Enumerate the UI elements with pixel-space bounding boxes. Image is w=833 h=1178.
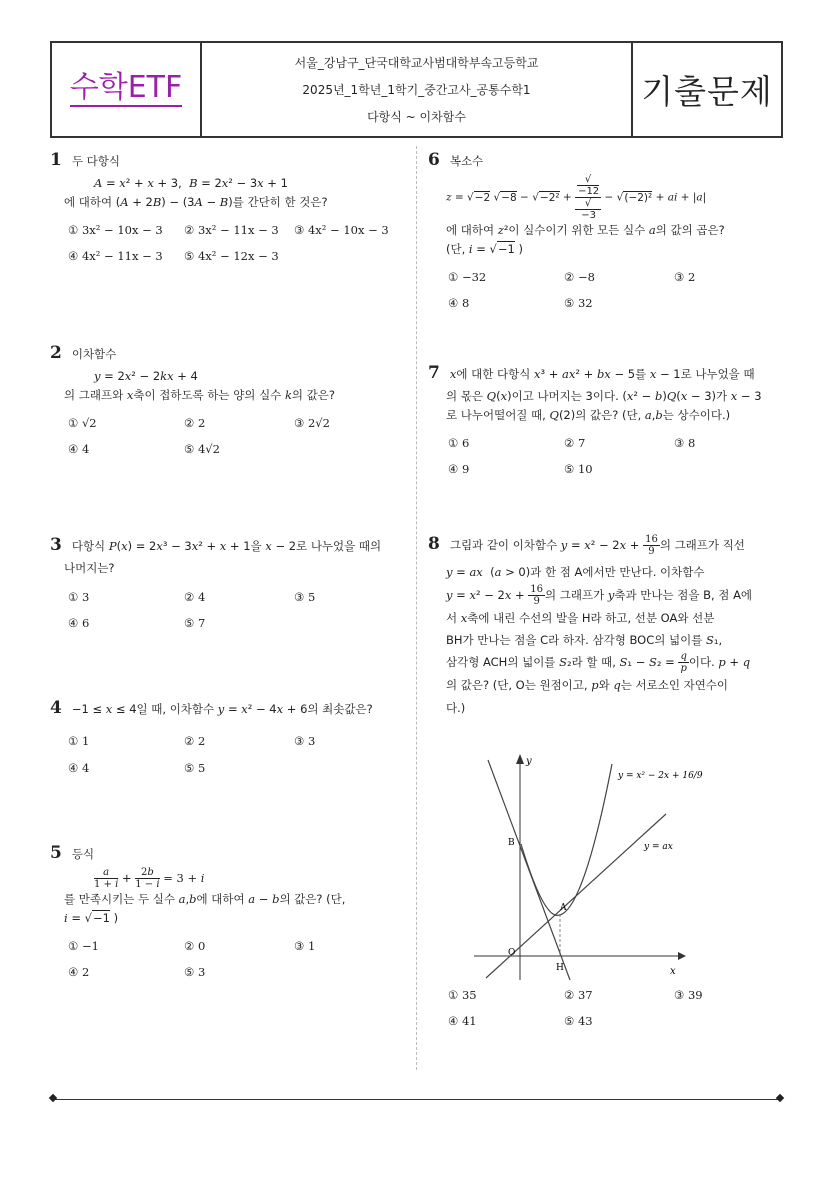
choice[interactable]: ④ 8 [448,296,470,311]
choice[interactable]: ⑤ 4x² − 12x − 3 [184,249,279,264]
question-title: 이차함수 [71,347,117,361]
question-text: x에 대한 다항식 x³ + ax² + bx − 5를 x − 1로 나누었을 때 [449,367,755,381]
choice[interactable]: ⑤ 7 [184,615,206,630]
exam-info [202,43,633,136]
segment-BH [488,760,570,980]
question-number: 3 [50,535,62,555]
answer-choices [50,937,400,982]
question-5: 5 등식 $\frac{a}{1 + i}$ + $\frac{2b}{1 - i}$ = 3 + i 를 만족시키는 두 실수 a,b에 대하여 a − b의 값은? (단, i = √−1 ) ① −1 ② 0 ③ 1 ④ 2 ⑤ 3 [50,840,400,982]
question-text: 에 대하여 z²이 실수이기 위한 모든 실수 a의 값의 곱은? [446,223,725,238]
choice[interactable]: ① 3 [68,589,90,604]
choice[interactable]: ① 6 [448,435,470,450]
choice[interactable]: ⑤ 4√2 [184,442,220,457]
question-number: 2 [50,343,62,363]
point-B-label: B [508,838,515,848]
choice[interactable]: ③ 2 [674,269,696,284]
choice[interactable]: ④ 4x² − 11x − 3 [68,249,163,264]
x-axis-arrow [678,952,686,960]
answer-choices [50,732,400,777]
school-name: 서울_강남구_단국대학교사범대학부속고등학교 [294,56,539,70]
choice[interactable]: ⑤ 5 [184,760,206,775]
exam-header [50,41,783,138]
point-H-label: H [556,963,564,973]
doc-label: 기출문제 [641,72,773,111]
quadratic-line-graph [466,752,716,984]
choice[interactable]: ③ 8 [674,435,696,450]
y-axis-label: y [526,756,532,767]
choice[interactable]: ⑤ 10 [564,462,593,477]
exam-range: 다항식 ~ 이차함수 [367,110,466,124]
choice[interactable]: ④ 4 [68,760,90,775]
choice[interactable]: ③ 5 [294,589,316,604]
line-label: y = ax [644,842,673,852]
question-title: 등식 [71,847,95,861]
choice[interactable]: ① 3x² − 10x − 3 [68,222,163,237]
y-axis-arrow [516,754,524,764]
question-number: 6 [428,150,440,170]
logo-text: 수학ETF [69,70,183,106]
footer-diamond-left [49,1094,57,1102]
choice[interactable]: ⑤ 43 [564,1014,593,1029]
question-2 [50,340,400,459]
question-1 [50,147,400,266]
question-number: 5 [50,843,62,863]
question-number: 7 [428,363,440,383]
footer-rule [52,1099,780,1100]
question-formula: A = x² + x + 3, B = 2x² − 3x + 1 [94,176,288,191]
answer-choices [428,268,778,313]
logo [52,43,202,136]
choice[interactable]: ② 4 [184,589,206,604]
choice[interactable]: ④ 41 [448,1014,477,1029]
choice[interactable]: ② 7 [564,435,586,450]
question-title: 두 다항식 [71,154,120,168]
choice[interactable]: ② 2 [184,734,206,749]
answer-choices [50,221,400,266]
question-3: 3 다항식 P(x) = 2x³ − 3x² + x + 1을 x − 2로 나누었을 때의 나머지는? ① 3 ② 4 ③ 5 ④ 6 ⑤ 7 [50,532,400,632]
question-text: 다항식 P(x) = 2x³ − 3x² + x + 1을 x − 2로 나누었을 때의 [71,539,382,553]
footer-diamond-right [776,1094,784,1102]
answer-choices [50,414,400,459]
choice[interactable]: ② 0 [184,938,206,953]
question-4 [50,695,400,777]
choice[interactable]: ① 35 [448,988,477,1002]
question-8: 8 그림과 같이 이차함수 y = x² − 2x + $\frac{16}{9}$ 의 그래프가 직선 y = ax (a > 0)과 한 점 A에서만 만난다. 이차함수 y = x² − 2x + $\frac{16}{9}$ 의 그래프가 y축과 만나는 점을 B, 점 A에 서 x축에 내린 수선의 발을 H라 하고, 선분 OA와 선분 BH가 만나는 점을 C라 하자. 삼각형 BOC의 넓이를 S₁, 삼각형 ACH의 넓이를 S₂라 할 때, S₁ − S₂ = $\frac{q}{p}$ 이다. p + q 의 값은? (단, O는 원점이고, p와 q는 서로소인 자연수이 다.) [428,534,753,715]
question-number: 4 [50,698,62,718]
question-text: 를 만족시키는 두 실수 a,b에 대하여 a − b의 값은? (단, [64,892,346,907]
question-8-choices [428,986,780,1031]
question-number: 8 [428,534,440,554]
choice[interactable]: ② 3x² − 11x − 3 [184,222,279,237]
parabola-curve [521,764,612,915]
choice[interactable]: ① 1 [68,734,90,749]
x-axis-label: x [670,966,676,977]
choice[interactable]: ③ 3 [294,734,316,749]
exam-title: 2025년_1학년_1학기_중간고사_공통수학1 [302,83,531,97]
choice[interactable]: ④ 9 [448,462,470,477]
choice[interactable]: ② 2 [184,415,206,430]
question-text: −1 ≤ x ≤ 4일 때, 이차함수 y = x² − 4x + 6의 최솟값은? [71,702,373,716]
point-A-label: A [560,903,567,913]
choice[interactable]: ① −1 [68,938,99,953]
choice[interactable]: ⑤ 3 [184,965,206,980]
question-title: 복소수 [449,154,484,168]
choice[interactable]: ① √2 [68,415,97,430]
question-formula: z = √−2 √−8 − √−2² + √ −12 √ −3 − √(−2)² + ai + |a| [446,174,707,222]
question-number: 1 [50,150,62,170]
question-text: 의 그래프와 x축이 접하도록 하는 양의 실수 k의 값은? [64,387,336,402]
choice[interactable]: ② −8 [564,269,595,284]
curve-label: y = x² − 2x + 16/9 [618,771,703,781]
point-O-label: O [508,948,516,958]
question-formula: $\frac{a}{1 + i}$ + $\frac{2b}{1 - i}$ = 3 + i [94,867,205,891]
choice[interactable]: ③ 1 [294,938,316,953]
question-formula: y = 2x² − 2kx + 4 [94,369,198,384]
column-divider [416,146,417,1070]
choice[interactable]: ③ 4x² − 10x − 3 [294,222,389,237]
question-7: 7 x에 대한 다항식 x³ + ax² + bx − 5를 x − 1로 나누었을 때 의 몫은 Q(x)이고 나머지는 3이다. (x² − b)Q(x − 3)가 x − 3 로 나누어떨어질 때, Q(2)의 값은? (단, a,b는 상수이다.) ① 6 ② 7 ③ 8 ④ 9 ⑤ 10 [428,360,778,479]
choice[interactable]: ③ 2√2 [294,415,330,430]
answer-choices [428,434,778,479]
choice[interactable]: ⑤ 32 [564,296,593,311]
choice[interactable]: ② 37 [564,988,593,1002]
answer-choices [428,986,780,1031]
choice[interactable]: ③ 39 [674,988,703,1002]
question-6: 6 복소수 z = √−2 √−8 − √−2² + √ −12 √ −3 − √(−2)² + ai + |a| 에 대하여 z²이 실수이기 위한 모든 실수 a의 값의 곱은? (단, i = √−1 ) ① −32 ② −8 ③ 2 ④ 8 ⑤ 32 [428,147,778,313]
choice[interactable]: ④ 6 [68,615,90,630]
answer-choices [50,588,400,633]
choice[interactable]: ④ 2 [68,965,90,980]
choice[interactable]: ④ 4 [68,442,90,457]
choice[interactable]: ① −32 [448,269,487,284]
question-text: 에 대하여 (A + 2B) − (3A − B)를 간단히 한 것은? [64,194,328,209]
